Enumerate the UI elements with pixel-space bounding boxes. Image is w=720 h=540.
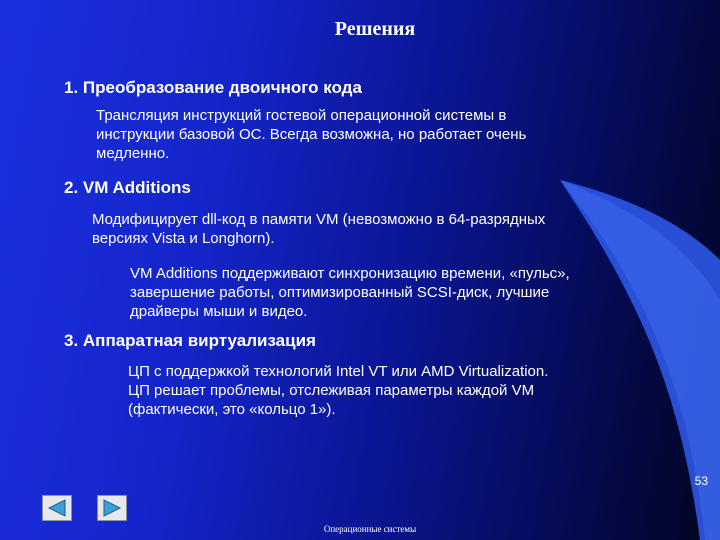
section-heading-hardware-virtualization: 3. Аппаратная виртуализация bbox=[64, 331, 316, 350]
triangle-left-icon bbox=[43, 496, 71, 520]
section-text-binary-translation: Трансляция инструкций гостевой операционной системы в инструкции базовой ОС. Всегда возможна, но работает очень медленно. bbox=[96, 107, 527, 162]
next-slide-button[interactable] bbox=[97, 495, 127, 521]
previous-slide-button[interactable] bbox=[42, 495, 72, 521]
slide-title: Решения bbox=[334, 18, 416, 40]
section-subtext-vm-additions: VM Additions поддерживают синхронизацию времени, «пульс», завершение работы, оптимизированный SCSI-диск, лучшие драйверы мыши и видео. bbox=[130, 265, 570, 320]
section-heading-binary-translation: 1. Преобразование двоичного кода bbox=[64, 78, 362, 97]
page-number: 53 bbox=[694, 474, 708, 488]
section-text-hardware-virtualization: ЦП с поддержкой технологий Intel VT или AMD Virtualization. ЦП решает проблемы, отслеживая параметры каждой VM (фактически, это «кольцо 1»). bbox=[128, 363, 549, 418]
footer-text: Операционные системы bbox=[323, 524, 417, 534]
section-text-vm-additions: Модифицирует dll-код в памяти VM (невозможно в 64-разрядных версиях Vista и Longhorn). bbox=[92, 211, 546, 247]
section-heading-vm-additions: 2. VM Additions bbox=[64, 178, 191, 197]
triangle-right-icon bbox=[98, 496, 126, 520]
